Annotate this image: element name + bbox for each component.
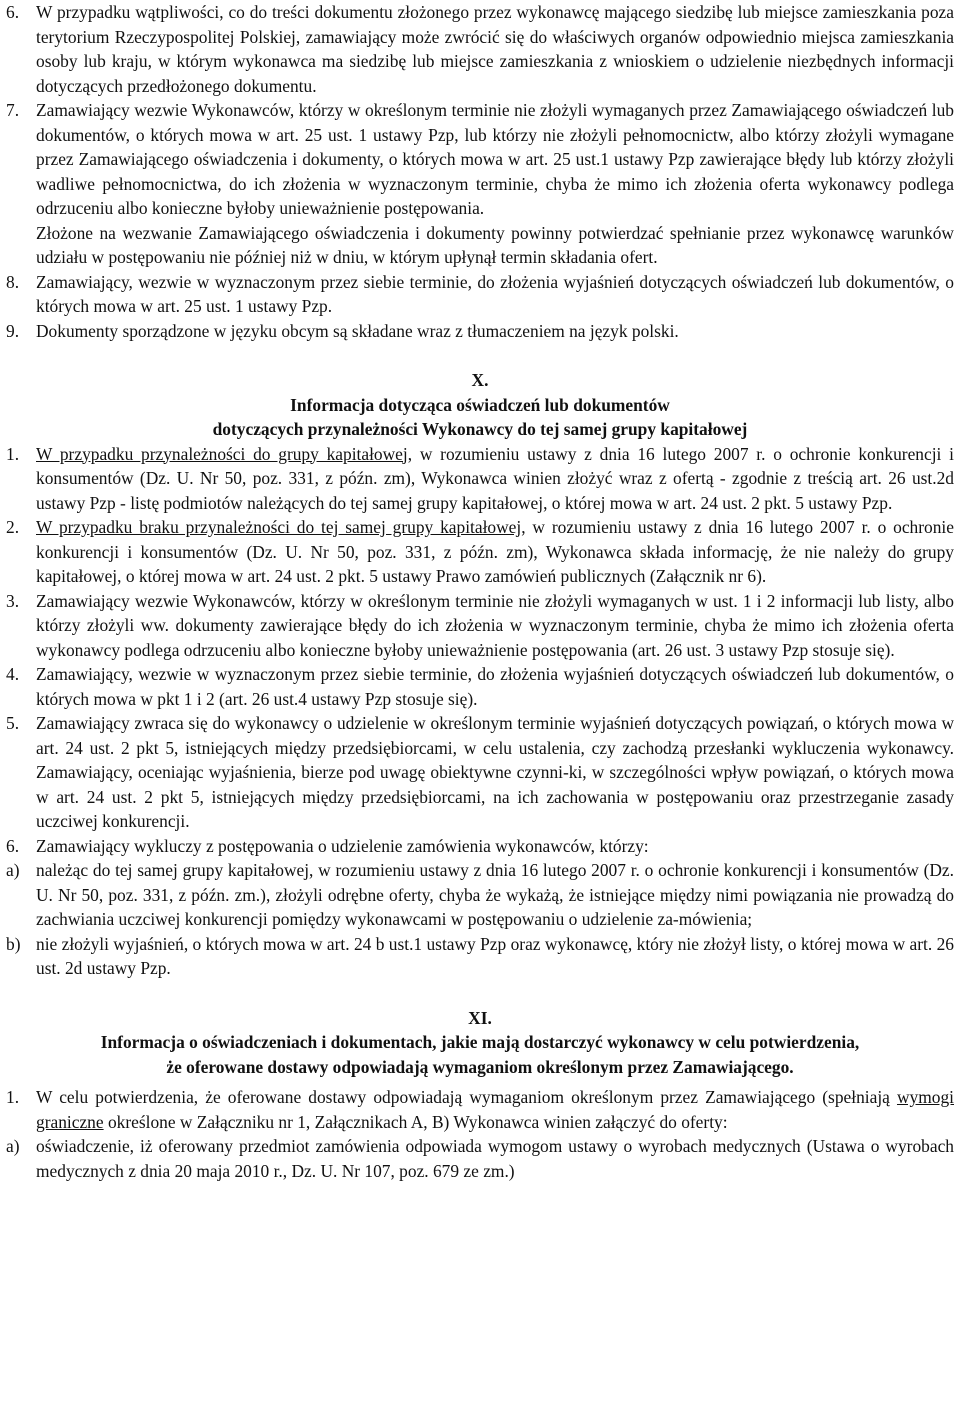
section-subtitle: dotyczących przynależności Wykonawcy do tej samej grupy kapitałowej	[212, 419, 748, 439]
item-number: 8.	[6, 271, 20, 292]
item-text: Zamawiający wezwie Wykonawców, którzy w określonym terminie nie złożyli wymaganych w ust. 1 i 2 informacji lub listy, albo którzy złożyli ww. dokumenty zawierające błędy do ich złożenia w wyznaczonym terminie, chyba że mimo ich złożenia oferta wykonawcy podlega odrzuceniu albo konieczne byłoby unieważnienie postępowania (art. 26 ust. 3 ustawy Pzp stosuje się).	[36, 590, 954, 660]
item-letter: b)	[6, 933, 21, 954]
item-number: 4.	[6, 664, 20, 684]
item-text: W przypadku wątpliwości, co do treści dokumentu złożonego przez wykonawcę mającego siedzibę lub miejsce zamieszkania poza terytorium Rzeczypospolitej Polskiej, zamawiający może zwrócić się do właściwych organów odpowiednio miejsca zamieszkania osoby lub kraju, w którym wykonawca ma siedzibę lub miejsce zamieszkania z wnioskiem o udzielenie niezbędnych informacji dotyczących przedłożonego dokumentu.	[36, 2, 954, 96]
item-number: 9.	[6, 320, 20, 341]
item-letter: a)	[6, 1136, 20, 1156]
item-text: W celu potwierdzenia, że oferowane dostawy odpowiadają wymaganiom określonym przez Zamawiającego (spełniają	[36, 1087, 897, 1107]
list-item	[0, 442, 960, 516]
item-text: Zamawiający wykluczy z postępowania o udzielenie zamówienia wykonawców, którzy:	[36, 835, 649, 856]
underlined-text: wymogi graniczne	[36, 1087, 954, 1132]
item-text: Zamawiający, wezwie w wyznaczonym przez siebie terminie, do złożenia wyjaśnień dotyczących oświadczeń lub dokumentów, o których mowa w art. 25 ust. 1 ustawy Pzp.	[36, 271, 954, 316]
item-text: należąc do tej samej grupy kapitałowej, w rozumieniu ustawy z dnia 16 lutego 2007 r. o ochronie konkurencji i konsumentów (Dz. U. Nr 50, poz. 331, z późn. zm.), złożyli odrębne oferty, chyba że wykażą, że istniejące między nimi powiązania nie prowadzą do zachwiania uczciwej konkurencji pomiędzy wykonawcami w postępowaniu o udzielenie za-mówienia;	[36, 860, 954, 929]
list-item	[0, 319, 960, 344]
list-item	[0, 711, 960, 834]
section-title: Informacja o oświadczeniach i dokumentach, jakie mają dostarczyć wykonawcy w celu potwierdzenia,	[100, 1032, 860, 1052]
section-title: Informacja dotycząca oświadczeń lub dokumentów	[290, 394, 670, 415]
item-letter: a)	[6, 860, 20, 880]
item-number: 7.	[6, 100, 20, 120]
item-text: , w rozumieniu ustawy z dnia 16 lutego 2007 r. o ochronie konkurencji i konsumentów (Dz. U. Nr 50, poz. 331, z późn. zm), Wykonawca składa informację, że nie należy do grupy kapitałowej, o której mowa w art. 24 ust. 2 pkt. 5 ustawy Prawo zamówień publicznych (Załącznik nr 6).	[36, 517, 954, 586]
list-item	[0, 270, 960, 319]
item-text: nie złożyli wyjaśnień, o których mowa w art. 24 b ust.1 ustawy Pzp oraz wykonawcę, który nie złożył listy, o której mowa w art. 26 ust. 2d ustawy Pzp.	[36, 933, 954, 978]
paragraph: Złożone na wezwanie Zamawiającego oświadczenia i dokumenty powinny potwierdzać spełnianie przez wykonawcę warunków udziału w postępowaniu nie później niż w dniu, w którym upłynął termin składania ofert.	[36, 222, 954, 267]
item-text: określone w Załączniku nr 1, Załącznikach A, B) Wykonawca winien załączyć do oferty:	[103, 1111, 728, 1132]
list-item	[0, 515, 960, 589]
item-text: Dokumenty sporządzone w języku obcym są składane wraz z tłumaczeniem na język polski.	[36, 320, 679, 341]
section-number: XI.	[468, 1007, 492, 1028]
section-number: X.	[471, 370, 489, 390]
item-number: 6.	[6, 835, 20, 856]
item-text: oświadczenie, iż oferowany przedmiot zamówienia odpowiada wymogom ustawy o wyrobach medycznych (Ustawa o wyrobach medycznych z dnia 20 maja 2010 r., Dz. U. Nr 107, poz. 679 ze zm.)	[36, 1136, 954, 1181]
item-text: Zamawiający wezwie Wykonawców, którzy w określonym terminie nie złożyli wymaganych przez Zamawiającego oświadczeń lub dokumentów, o których mowa w art. 25 ust. 1 ustawy Pzp, lub którzy nie złożyli pełnomocnictw, albo którzy złożyli wymagane przez Zamawiającego oświadczenia i dokumenty, o których mowa w art. 25 ust.1 ustawy Pzp zawierające błędy lub którzy złożyli wadliwe pełnomocnictwa, do ich złożenia w wyznaczonym terminie, chyba że mimo ich złożenia oferta wykonawcy podlega odrzuceniu albo konieczne byłoby unieważnienie postępowania.	[36, 100, 954, 218]
sub-list-item	[0, 932, 960, 981]
list-item	[0, 1085, 960, 1134]
item-number: 5.	[6, 713, 20, 733]
item-number: 1.	[6, 443, 20, 464]
item-text: Zamawiający zwraca się do wykonawcy o udzielenie w określonym terminie wyjaśnień dotyczących powiązań, o których mowa w art. 24 ust. 2 pkt 5, istniejących między przedsiębiorcami, w celu ustalenia, czy zachodzą przesłanki wykluczenia wykonawcy. Zamawiający, oceniając wyjaśnienia, bierze pod uwagę obiektywne czynni-ki, w szczególności wpływ powiązań, o których mowa w art. 24 ust. 2 pkt 5, istniejących między przedsiębiorcami, na ich zachowania w postępowaniu oraz przestrzeganie zasady uczciwej konkurencji.	[36, 713, 954, 831]
item-text: Zamawiający, wezwie w wyznaczonym przez siebie terminie, do złożenia wyjaśnień dotyczących oświadczeń lub dokumentów, o których mowa w pkt 1 i 2 (art. 26 ust.4 ustawy Pzp stosuje się).	[36, 664, 954, 709]
list-item	[0, 98, 960, 221]
item-number: 1.	[6, 1087, 20, 1107]
list-item	[0, 834, 960, 859]
underlined-text: W przypadku braku przynależności do tej samej grupy kapitałowej	[36, 517, 522, 537]
list-item	[0, 589, 960, 663]
section-subtitle: że oferowane dostawy odpowiadają wymaganiom określonym przez Zamawiającego.	[166, 1056, 794, 1077]
list-item	[0, 0, 960, 98]
sub-list-item	[0, 1134, 960, 1183]
item-number: 6.	[6, 2, 20, 22]
item-number: 3.	[6, 590, 20, 611]
item-number: 2.	[6, 517, 20, 537]
underlined-text: W przypadku przynależności do grupy kapitałowej,	[36, 443, 413, 464]
list-item	[0, 662, 960, 711]
item-text: w rozumieniu ustawy z dnia 16 lutego 2007 r. o ochronie konkurencji i konsumentów (Dz. U. Nr 50, poz. 331, z późn. zm), Wykonawca winien złożyć wraz z ofertą - zgodnie z treścią art. 26 ust.2d ustawy Pzp - listę podmiotów należących do tej samej grupy kapitałowej, o której mowa w art. 24 ust. 2 pkt. 5 ustawy Pzp.	[36, 443, 954, 513]
sub-list-item	[0, 858, 960, 932]
